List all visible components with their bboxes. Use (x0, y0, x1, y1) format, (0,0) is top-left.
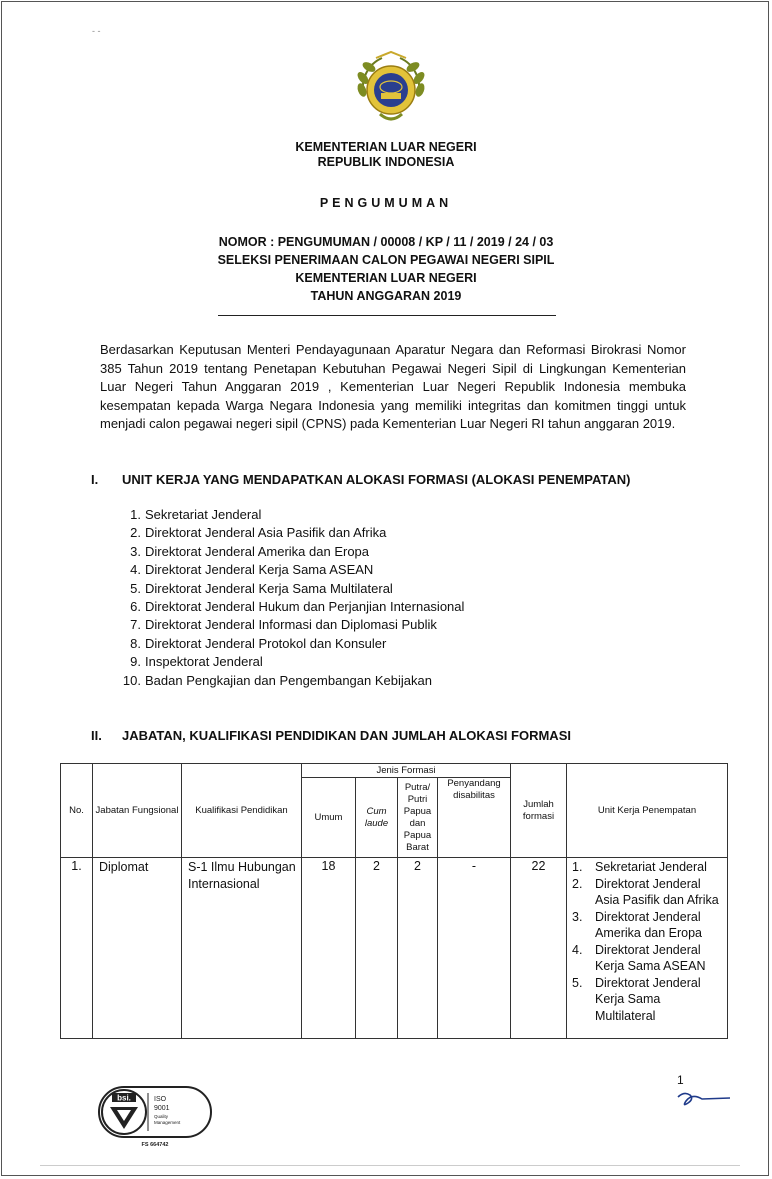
bottom-rule (40, 1165, 740, 1166)
list-item-label: Direktorat Jenderal Amerika dan Eropa (595, 909, 703, 940)
section-2-number: II. (91, 728, 102, 743)
republic-name: REPUBLIK INDONESIA (317, 155, 455, 169)
table-row (61, 858, 728, 1039)
header-disabilitas: Penyandang disabilitas (438, 778, 511, 858)
cell-disabilitas: - (438, 858, 511, 1039)
cell-cumlaude: 2 (356, 858, 398, 1039)
list-item-label: Sekretariat Jenderal (145, 507, 262, 522)
ministry-heading (0, 140, 772, 170)
paraf-signature (676, 1089, 732, 1111)
list-item (120, 653, 464, 671)
header-kualifikasi: Kualifikasi Pendidikan (182, 764, 302, 858)
list-item-number: 2. (130, 525, 141, 541)
header-jumlah: Jumlah formasi (511, 764, 567, 858)
cell-putra-papua: 2 (398, 858, 438, 1039)
list-item-label: Direktorat Jenderal Kerja Sama ASEAN (595, 942, 706, 973)
header-unit: Unit Kerja Penempatan (567, 764, 728, 858)
title-line-1: SELEKSI PENERIMAAN CALON PEGAWAI NEGERI SIPIL (217, 253, 555, 267)
ministry-name: KEMENTERIAN LUAR NEGERI (295, 140, 477, 154)
document-titles (0, 233, 772, 305)
list-item-number: 4. (130, 562, 141, 578)
list-item (567, 942, 727, 975)
section-1-title: UNIT KERJA YANG MENDAPATKAN ALOKASI FORMASI (ALOKASI PENEMPATAN) (122, 472, 631, 487)
list-item (120, 543, 464, 561)
list-item-number: 3. (572, 909, 583, 924)
cell-umum: 18 (302, 858, 356, 1039)
list-item (567, 876, 727, 909)
header-putra-papua: Putra/ Putri Papua dan Papua Barat (398, 778, 438, 858)
list-item-number: 1. (130, 507, 141, 522)
ministry-emblem-icon (350, 50, 432, 130)
list-item-label: Sekretariat Jenderal (595, 860, 707, 874)
title-divider (218, 315, 556, 316)
document-number: NOMOR : PENGUMUMAN / 00008 / KP / 11 / 2019 / 24 / 03 (218, 235, 554, 249)
bsi-certification-logo (98, 1085, 214, 1149)
cell-no: 1. (61, 858, 93, 1039)
list-item-label: Direktorat Jenderal Protokol dan Konsuler (145, 635, 387, 651)
header-no: No. (61, 764, 93, 858)
list-item-number: 9. (130, 654, 141, 670)
header-jabatan: Jabatan Fungsional (93, 764, 182, 858)
list-item-label: Direktorat Jenderal Amerika dan Eropa (145, 543, 370, 559)
list-item-number: 6. (130, 599, 141, 615)
bsi-brand-text: bsi. (117, 1093, 131, 1103)
list-item (567, 909, 727, 942)
list-item (120, 598, 464, 616)
header-umum: Umum (302, 778, 356, 858)
page-number: 1 (677, 1073, 684, 1087)
section-1-number: I. (91, 472, 99, 487)
iso-number-text: 9001 (154, 1105, 170, 1112)
list-item-number: 5. (572, 975, 583, 990)
list-item-label: Direktorat Jenderal Asia Pasifik dan Afrika (595, 876, 719, 907)
list-item-number: 2. (572, 876, 583, 891)
management-text: Management (154, 1120, 181, 1125)
formation-table (60, 763, 728, 1039)
quality-text: Quality (154, 1114, 169, 1119)
header-cumlaude: Cum laude (356, 778, 398, 858)
announcement-heading: PENGUMUMAN (319, 196, 453, 210)
cell-unit-list (567, 858, 728, 1039)
list-item-label: Direktorat Jenderal Informasi dan Diplomasi Publik (145, 617, 437, 633)
cell-unit-list-items (567, 859, 727, 1024)
cell-jumlah: 22 (511, 858, 567, 1039)
list-item-label: Direktorat Jenderal Kerja Sama Multilateral (145, 580, 393, 596)
list-item (120, 672, 464, 690)
list-item (120, 580, 464, 598)
list-item (120, 635, 464, 653)
title-line-3: TAHUN ANGGARAN 2019 (310, 289, 462, 303)
list-item (120, 524, 464, 542)
list-item-number: 8. (130, 635, 141, 651)
corner-mark: - - (92, 26, 101, 36)
list-item-label: Direktorat Jenderal Kerja Sama ASEAN (145, 562, 374, 578)
list-item (120, 616, 464, 634)
intro-paragraph: Berdasarkan Keputusan Menteri Pendayagunaan Aparatur Negara dan Reformasi Birokrasi Nomor 385 Tahun 2019 tentang Penetapan Kebutuhan Pegawai Negeri Sipil di Lingkungan Kementerian Luar Negeri Tahun Anggaran 2019 , Kementerian Luar Negeri Republik Indonesia membuka kesempatan kepada Warga Negara Indonesia yang memiliki integritas dan komitmen tinggi untuk menjadi calon pegawai negeri sipil (CPNS) pada Kementerian Luar Negeri RI tahun anggaran 2019. (100, 342, 686, 432)
list-item-label: Direktorat Jenderal Kerja Sama Multilateral (595, 975, 701, 1023)
list-item (120, 506, 464, 524)
list-item-number: 10. (122, 672, 141, 688)
cell-kualifikasi: S-1 Ilmu Hubungan Internasional (182, 858, 302, 1039)
cert-number-text: FS 664742 (141, 1142, 169, 1148)
list-item (120, 561, 464, 579)
unit-list (120, 506, 464, 690)
list-item-number: 4. (572, 942, 583, 957)
list-item (567, 975, 727, 1025)
list-item-label: Direktorat Jenderal Hukum dan Perjanjian Internasional (145, 599, 465, 615)
list-item-label: Badan Pengkajian dan Pengembangan Kebijakan (145, 672, 432, 688)
header-jenis-formasi: Jenis Formasi (302, 764, 511, 778)
cell-jabatan: Diplomat (93, 858, 182, 1039)
section-2-title: JABATAN, KUALIFIKASI PENDIDIKAN DAN JUMLAH ALOKASI FORMASI (122, 728, 571, 743)
iso-text: ISO (154, 1096, 167, 1103)
title-line-2: KEMENTERIAN LUAR NEGERI (295, 271, 477, 285)
list-item-number: 7. (130, 617, 141, 633)
list-item-number: 3. (130, 543, 141, 559)
list-item-number: 1. (572, 860, 583, 874)
list-item-label: Inspektorat Jenderal (145, 654, 263, 670)
list-item-label: Direktorat Jenderal Asia Pasifik dan Afrika (145, 525, 387, 541)
list-item (567, 859, 727, 876)
list-item-number: 5. (130, 580, 141, 596)
